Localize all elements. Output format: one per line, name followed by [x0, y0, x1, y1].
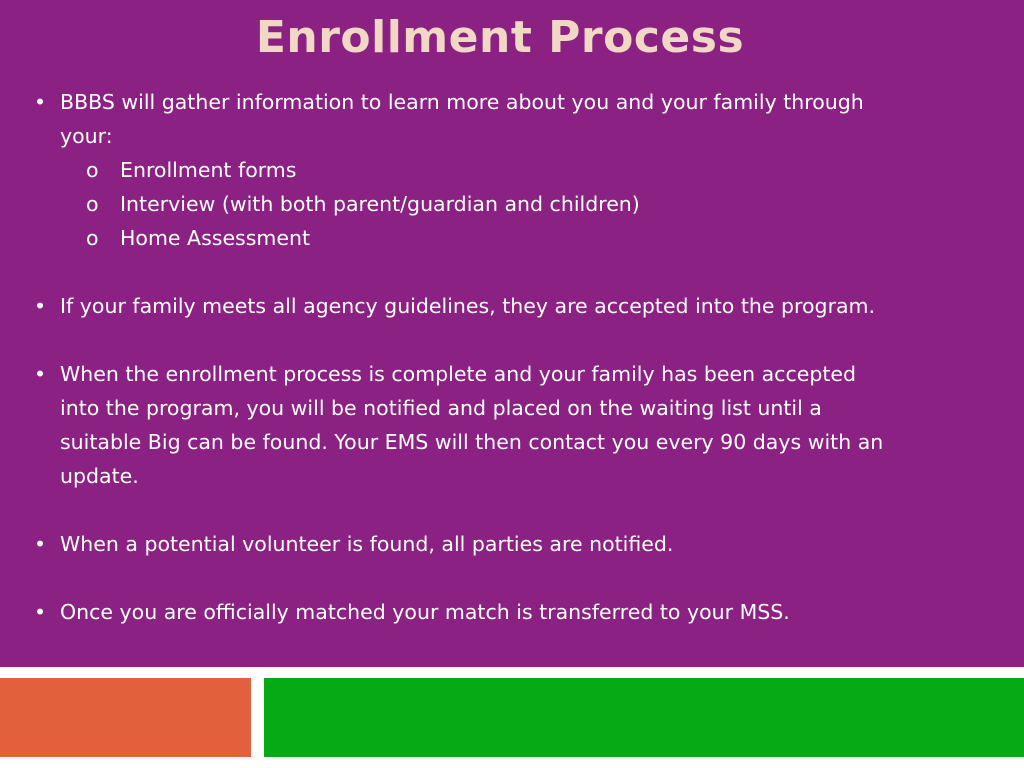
- bullet-item: [34, 527, 894, 561]
- spacer: [34, 255, 894, 289]
- spacer: [34, 493, 894, 527]
- bullet-marker: •: [34, 294, 47, 318]
- sub-bullet-text: Enrollment forms: [120, 158, 297, 182]
- bullet-item: [34, 595, 894, 629]
- sub-bullet-item: [34, 187, 894, 221]
- sub-bullet-marker: o: [86, 158, 99, 182]
- spacer: [34, 561, 894, 595]
- accent-bar-orange: [0, 678, 251, 757]
- bullet-list: [34, 85, 894, 629]
- accent-bar-green: [264, 678, 1024, 757]
- sub-bullet-item: [34, 221, 894, 255]
- sub-bullet-marker: o: [86, 226, 99, 250]
- bullet-text: When a potential volunteer is found, all parties are notified.: [60, 532, 674, 556]
- slide-title: Enrollment Process: [255, 12, 745, 63]
- bullet-item: [34, 85, 894, 153]
- bullet-marker: •: [34, 532, 47, 556]
- bullet-item: [34, 289, 894, 323]
- bullet-text: When the enrollment process is complete and your family has been accepted into the program, you will be notified and placed on the waiting list until a suitable Big can be found. Your EMS will then contact you every 90 days with an update.: [60, 362, 884, 488]
- bullet-text: If your family meets all agency guidelines, they are accepted into the program.: [60, 294, 876, 318]
- spacer: [34, 323, 894, 357]
- bullet-item: [34, 357, 894, 493]
- bullet-text: BBBS will gather information to learn more about you and your family through your:: [60, 90, 864, 148]
- sub-bullet-item: [34, 153, 894, 187]
- sub-bullet-text: Interview (with both parent/guardian and children): [120, 192, 640, 216]
- bullet-marker: •: [34, 90, 47, 114]
- bullet-marker: •: [34, 362, 47, 386]
- bullet-text: Once you are officially matched your match is transferred to your MSS.: [60, 600, 790, 624]
- bullet-marker: •: [34, 600, 47, 624]
- sub-bullet-marker: o: [86, 192, 99, 216]
- sub-bullet-text: Home Assessment: [120, 226, 311, 250]
